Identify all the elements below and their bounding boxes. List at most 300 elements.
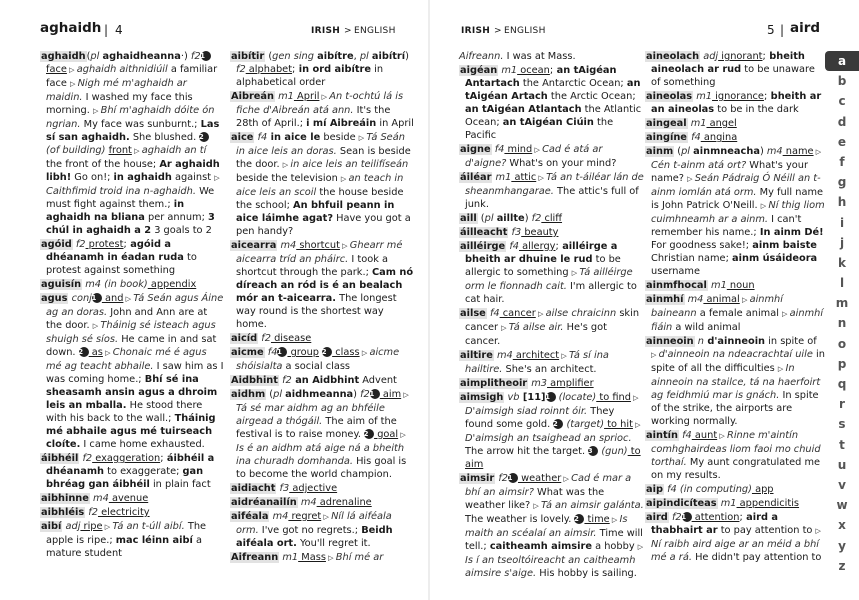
- tab-letter-u[interactable]: u: [837, 457, 847, 472]
- tab-letter-v[interactable]: v: [838, 477, 846, 492]
- dictionary-entry: [645, 335, 825, 428]
- dictionary-entry: [40, 506, 225, 519]
- example-triangle-icon: ▷: [69, 80, 78, 88]
- entry-phrase: in aghaidh: [113, 172, 172, 183]
- dictionary-entry: [230, 332, 415, 345]
- entry-italic-text: Tá an aimsir galánta.: [540, 500, 644, 511]
- entry-italic-text: Chonaic mé é agus mé ag teacht abhaile.: [46, 347, 207, 372]
- entry-italic-text: Tá Seán agus Áine ag an doras.: [46, 293, 224, 318]
- entry-italic-text: Caithfimid troid ina n-aghaidh.: [46, 186, 196, 197]
- entry-text: ;: [763, 91, 768, 102]
- entry-headword: aineolach: [646, 51, 700, 62]
- entry-italic-text: f2: [75, 239, 86, 250]
- example-triangle-icon: ▷: [717, 432, 728, 440]
- dictionary-entry: [40, 278, 225, 291]
- tab-letter-f[interactable]: f: [839, 154, 845, 169]
- entry-headword: aigéan: [460, 65, 498, 76]
- entry-text: in plain fact: [149, 479, 211, 490]
- entry-text: to protest against something: [46, 252, 197, 276]
- entry-italic-text: f2: [82, 453, 93, 464]
- entry-text: the Antarctic Ocean;: [519, 78, 627, 89]
- entry-italic-text: m3: [531, 378, 548, 389]
- example-triangle-icon: ▷: [777, 365, 786, 373]
- dictionary-entry: [459, 472, 644, 580]
- entry-headword: ailléirge: [460, 241, 506, 252]
- tab-letter-i[interactable]: i: [839, 215, 845, 230]
- example-triangle-icon: ▷: [358, 134, 367, 142]
- entry-translation: regret: [288, 511, 322, 522]
- entry-phrase: ailléirge a bheith ar dhuine le rud: [465, 241, 618, 265]
- entry-text: He's got cancer.: [465, 322, 607, 347]
- entry-italic-text: n: [697, 336, 704, 347]
- tab-letter-r[interactable]: r: [839, 397, 845, 412]
- entry-text: What was the weather like?: [465, 487, 605, 511]
- entry-translation: name: [782, 146, 814, 157]
- entry-text: I came home exhausted.: [80, 439, 205, 450]
- example-triangle-icon: ▷: [630, 394, 639, 402]
- entry-italic-text: Tá an t-áiléar lán de sheanmhangarae.: [465, 172, 644, 197]
- entry-italic-text: Is í an tseoltóireacht an caitheamh aimsire s'aige.: [465, 555, 636, 579]
- example-triangle-icon: ▷: [651, 351, 659, 359]
- entry-text: a social class: [282, 361, 351, 372]
- tab-letter-t[interactable]: t: [839, 437, 845, 452]
- entry-phrase: aibítre: [317, 51, 354, 62]
- entry-italic-text: Tá sí ina hailtire.: [465, 350, 609, 375]
- tab-letter-x[interactable]: x: [838, 518, 846, 533]
- entry-headword: áiléar: [460, 172, 492, 183]
- entry-text: in spite of: [765, 336, 817, 347]
- entry-italic-text: m1: [696, 91, 713, 102]
- entry-italic-text: In ainneoin na stailce, tá na haerfoirt ag feidhmiú mar is gnách.: [651, 363, 821, 401]
- entry-text: ): [405, 51, 409, 62]
- entry-headword: aimplitheoir: [460, 378, 528, 389]
- entry-phrase: ainm baiste: [752, 240, 817, 251]
- entry-italic-text: an teach in aice leis an scoil: [236, 173, 404, 198]
- entry-text: the house beside the school;: [236, 187, 404, 211]
- entry-phrase: ainm úsáideora: [732, 253, 818, 264]
- entry-translation: angina: [700, 132, 738, 143]
- entry-translation: mind: [504, 144, 533, 155]
- tab-letter-g[interactable]: g: [837, 175, 847, 190]
- entry-translation: aunt: [691, 430, 718, 441]
- entry-italic-text: (of building): [46, 145, 109, 156]
- entry-headword: aimsir: [460, 473, 495, 484]
- tab-letter-m[interactable]: m: [835, 296, 849, 311]
- entry-italic-text: gen sing: [272, 51, 318, 62]
- entry-text: ·): [180, 51, 191, 62]
- entry-headword: agóid: [41, 239, 72, 250]
- entry-italic-text: Tá ailléirge orm le fionnadh cait.: [465, 267, 633, 292]
- entry-headword: aidréanailín: [231, 497, 297, 508]
- entry-translation: to find: [596, 392, 631, 403]
- tab-letter-k[interactable]: k: [838, 255, 846, 270]
- entry-text: a familiar face: [46, 64, 218, 89]
- tab-letter-l[interactable]: l: [839, 276, 845, 291]
- entry-headword: agus: [41, 293, 68, 304]
- entry-translation: time: [584, 514, 610, 525]
- tab-letter-q[interactable]: q: [837, 377, 847, 391]
- entry-headword: aidiacht: [231, 483, 276, 494]
- entry-text: What's your name?: [651, 160, 808, 184]
- dictionary-entry: [230, 496, 415, 509]
- dictionary-entry: [230, 510, 415, 550]
- entry-text: He didn't pay attention to: [691, 552, 822, 563]
- sense-number-badge: 1: [682, 512, 692, 522]
- entry-text: John and Ann are at the door.: [46, 307, 208, 331]
- sense-number-badge: 3: [588, 446, 598, 456]
- entry-text: They found some gold.: [465, 406, 615, 430]
- entry-translation: April: [293, 91, 320, 102]
- entry-italic-text: m1: [278, 91, 294, 102]
- example-triangle-icon: ▷: [319, 93, 330, 101]
- entry-italic-text: vb: [507, 392, 520, 403]
- example-triangle-icon: ▷: [815, 527, 821, 535]
- dictionary-entry: [645, 429, 825, 482]
- example-triangle-icon: ▷: [102, 349, 113, 357]
- entry-translation: aim: [379, 389, 402, 400]
- entry-text: (: [265, 51, 273, 62]
- entry-text: a female animal: [696, 308, 783, 319]
- right-header: [431, 22, 859, 42]
- dictionary-entry: [40, 452, 225, 491]
- tab-letter-w[interactable]: w: [836, 498, 848, 513]
- entry-headword: ainm: [646, 146, 674, 157]
- example-triangle-icon: ▷: [535, 310, 546, 318]
- entry-italic-text: pl: [273, 389, 286, 400]
- dictionary-entry: [459, 377, 644, 390]
- entry-text: ,: [353, 51, 360, 62]
- entry-italic-text: pl: [359, 51, 372, 62]
- dictionary-entry: [459, 212, 644, 225]
- entry-italic-text: m1: [690, 118, 707, 129]
- entry-phrase: In ainm Dé!: [759, 227, 824, 238]
- entry-phrase: in ord aibítre: [295, 64, 371, 75]
- entry-phrase: Ar aghaidh libh!: [46, 159, 220, 183]
- dictionary-entry: [230, 482, 415, 495]
- entry-headword: áilleacht: [460, 227, 508, 238]
- entry-text: ;: [123, 239, 127, 250]
- entry-text: 3 goals to 2: [151, 225, 212, 236]
- dictionary-entry: [459, 226, 644, 239]
- sense-number-badge: 2: [553, 419, 563, 429]
- entry-text: ;: [549, 65, 554, 76]
- entry-italic-text: Ghearr mé aicearra tríd an pháirc.: [236, 240, 403, 265]
- entry-headword: aice: [231, 132, 254, 143]
- entry-italic-text: pl: [681, 146, 694, 157]
- entry-italic-text: f4: [489, 308, 500, 319]
- entry-text: to be in the dark: [714, 104, 799, 115]
- example-triangle-icon: ▷: [782, 310, 790, 318]
- right-column-1: [459, 50, 644, 581]
- entry-text: My aunt congratulated me on my results.: [651, 457, 821, 481]
- entry-text: I'm allergic to cat hair.: [465, 281, 637, 305]
- entry-italic-text: m1: [495, 172, 512, 183]
- entry-translation: beauty: [521, 227, 559, 238]
- left-lang-from: IRISH: [311, 26, 341, 36]
- alphabet-tab-index: [825, 51, 859, 576]
- tab-letter-j[interactable]: j: [839, 235, 845, 250]
- entry-italic-text: Ní raibh aird aige ar an méid a bhí mé a rá.: [651, 539, 819, 563]
- entry-translation: attic: [511, 172, 537, 183]
- entry-text: The weather is lovely.: [465, 514, 575, 525]
- entry-text: ): [353, 389, 361, 400]
- example-triangle-icon: ▷: [687, 175, 695, 183]
- entry-text: per annum;: [144, 212, 208, 223]
- tab-letter-n[interactable]: n: [837, 316, 847, 331]
- entry-headword: aip: [646, 484, 663, 495]
- entry-translation: ripe: [80, 521, 103, 532]
- entry-phrase: Las sí san aghaidh.: [46, 119, 220, 143]
- entry-text: The attic's full of junk.: [465, 186, 639, 210]
- right-lang-arrow: >: [494, 26, 502, 36]
- entry-phrase: An bhfuil peann in aice láimhe agat?: [236, 200, 395, 224]
- tab-letter-d[interactable]: d: [837, 114, 847, 129]
- entry-headword: aingeal: [646, 118, 687, 129]
- entry-translation: electricity: [97, 507, 150, 518]
- entry-italic-text: f4 (in computing): [667, 484, 752, 495]
- left-lang-arrow: >: [344, 26, 352, 36]
- entry-headword: aingíne: [646, 132, 687, 143]
- entry-text: What's on your mind?: [506, 158, 617, 169]
- entry-headword: aicme: [231, 347, 264, 358]
- entry-italic-text: m4: [687, 294, 704, 305]
- entry-text: ;: [160, 453, 164, 464]
- entry-text: in spite of all the difficulties: [651, 349, 825, 374]
- entry-translation: shortcut: [296, 240, 340, 251]
- entry-translation: disease: [270, 333, 312, 344]
- entry-translation: appendicitis: [736, 498, 800, 509]
- entry-text: against: [171, 172, 215, 183]
- entry-phrase: an Aidbhint: [291, 375, 360, 386]
- entry-text: to exaggerate;: [104, 466, 183, 477]
- entry-italic-text: adj: [703, 51, 719, 62]
- entry-italic-text: Níl lá aiféala orm.: [236, 511, 392, 536]
- entry-phrase: in aice le: [267, 132, 321, 143]
- example-triangle-icon: ▷: [359, 349, 370, 357]
- tab-letter-c[interactable]: c: [838, 94, 846, 109]
- entry-text: I can't remember his name.;: [651, 214, 802, 238]
- entry-translation: adjective: [289, 483, 338, 494]
- entry-translation: and: [101, 293, 124, 304]
- entry-headword: aigne: [460, 144, 491, 155]
- entry-italic-text: ailse chraicinn: [545, 308, 617, 319]
- tab-letter-s[interactable]: s: [838, 417, 846, 432]
- entry-italic-text: pl: [484, 213, 497, 224]
- entry-text: Advent: [359, 375, 397, 386]
- entry-text: Have you got a pen handy?: [236, 213, 411, 237]
- entry-phrase: bheith ar an aineolas: [651, 91, 822, 115]
- sense-number-badge: 1: [277, 347, 287, 357]
- entry-translation: to aim: [465, 446, 641, 470]
- entry-phrase: an tAigéan Atlantach: [465, 104, 582, 115]
- entry-text: to be allergic to something: [465, 254, 621, 278]
- example-triangle-icon: ▷: [123, 295, 134, 303]
- entry-text: He came in and sat down.: [46, 334, 217, 358]
- example-triangle-icon: ▷: [398, 431, 406, 439]
- entry-text: For goodness sake!;: [651, 240, 753, 251]
- entry-italic-text: aghaidh an tí: [141, 145, 207, 156]
- entry-phrase: áibhéil a dhéanamh: [46, 453, 215, 477]
- entry-translation: as: [88, 347, 103, 358]
- example-triangle-icon: ▷: [533, 502, 541, 510]
- tab-letter-b[interactable]: b: [837, 74, 847, 89]
- entry-italic-text: Tá ailse air.: [508, 322, 564, 333]
- entry-text: (: [266, 389, 274, 400]
- entry-text: I took a shortcut through the park.;: [236, 254, 388, 278]
- entry-italic-text: f2: [190, 51, 201, 62]
- entry-text: She blushed.: [129, 132, 200, 143]
- right-lang-to: ENGLISH: [504, 26, 546, 36]
- example-triangle-icon: ▷: [532, 146, 543, 154]
- example-triangle-icon: ▷: [760, 202, 769, 210]
- entry-phrase: d'ainneoin: [703, 336, 766, 347]
- left-header-sep: |: [104, 23, 109, 37]
- entry-italic-text: Cad é mar a bhí an aimsir?: [465, 473, 632, 498]
- example-triangle-icon: ▷: [813, 148, 822, 156]
- right-page: [431, 0, 859, 600]
- example-triangle-icon: ▷: [339, 242, 350, 250]
- entry-italic-text: f2: [498, 473, 509, 484]
- entry-translation: protest: [85, 239, 124, 250]
- dictionary-entry: [645, 511, 825, 564]
- entry-text: a mature student: [46, 535, 203, 559]
- entry-italic-text: Nigh mé m'aghaidh ar maidin.: [46, 78, 187, 103]
- entry-italic-text: (locate): [555, 392, 597, 403]
- entry-translation: weather: [518, 473, 562, 484]
- entry-text: ;: [555, 241, 559, 252]
- entry-headword: aineolas: [646, 91, 693, 102]
- entry-headword: áibhéil: [41, 453, 79, 464]
- sense-number-badge: 1: [546, 392, 556, 402]
- tab-letter-y[interactable]: y: [838, 538, 846, 553]
- dictionary-entry: [230, 50, 415, 89]
- tab-letter-p[interactable]: p: [837, 356, 847, 371]
- entry-phrase: an tAigéan Ciúin: [502, 117, 594, 128]
- entry-italic-text: pl: [90, 51, 103, 62]
- tab-letter-e[interactable]: e: [837, 134, 847, 149]
- example-triangle-icon: ▷: [501, 324, 509, 332]
- entry-text: His hobby is sailing.: [536, 568, 637, 579]
- entry-text: ;: [762, 51, 766, 62]
- sense-number-badge: 1: [201, 51, 211, 61]
- entry-italic-text: ainmhí baineann: [651, 294, 783, 319]
- entry-italic-text: f2: [261, 333, 271, 344]
- entry-text: Sean is beside the door.: [236, 146, 411, 170]
- entry-italic-text: Aifreann.: [459, 51, 504, 62]
- entry-italic-text: ainmhí fiáin: [651, 308, 824, 333]
- entry-italic-text: Is maith an scéalaí an aimsir.: [465, 514, 628, 539]
- entry-text: I was at Mass.: [503, 51, 576, 62]
- entry-translation: ignorance: [712, 91, 764, 102]
- example-triangle-icon: ▷: [66, 66, 77, 74]
- entry-headword: aibí: [41, 521, 62, 532]
- entry-text: skin cancer: [465, 308, 640, 333]
- dictionary-entry: [230, 131, 415, 238]
- entry-italic-text: m1: [501, 65, 518, 76]
- entry-headword: ainneoin: [646, 336, 694, 347]
- entry-italic-text: Is é an aidhm atá aige ná a bheith ina churadh domhanda.: [236, 443, 405, 467]
- entry-phrase: Bhí sé ina sheasamh ansin agus a dhroim leis an mballa.: [46, 374, 218, 411]
- entry-phrase: Beidh aiféala ort.: [236, 525, 393, 549]
- dictionary-entry: [230, 551, 415, 565]
- entry-translation: front: [108, 145, 132, 156]
- entry-italic-text: An t-ochtú lá is fiche d'Aibreán atá ann.: [236, 91, 404, 116]
- example-triangle-icon: ▷: [340, 175, 349, 183]
- entry-phrase: aillte: [496, 213, 525, 224]
- entry-italic-text: f2: [531, 213, 542, 224]
- entry-italic-text: m1: [720, 498, 737, 509]
- entry-headword: ailse: [460, 308, 486, 319]
- entry-text: I've got no regrets.;: [258, 525, 362, 536]
- entry-phrase: ainmneacha: [693, 146, 760, 157]
- entry-translation: app: [751, 484, 774, 495]
- entry-headword: aicearra: [231, 240, 277, 251]
- entry-italic-text: (target): [563, 419, 605, 430]
- right-lang-from: IRISH: [461, 26, 491, 36]
- entry-translation: Mass: [298, 552, 326, 563]
- tab-letter-o[interactable]: o: [837, 336, 847, 351]
- entry-text: in alphabetical order: [236, 64, 384, 88]
- entry-translation: group: [287, 347, 320, 358]
- entry-headword: aghaidh: [41, 51, 86, 62]
- dictionary-entry: [40, 292, 225, 451]
- example-triangle-icon: ▷: [92, 322, 101, 330]
- entry-italic-text: aicme shóisialta: [236, 347, 400, 372]
- entry-phrase: an tAigéan Artach: [465, 78, 641, 102]
- entry-phrase: Cam nó díreach an ród is é an bealach mór an t-aicearra.: [236, 267, 414, 304]
- entry-italic-text: aghaidh aithnidiúil: [76, 64, 168, 75]
- tab-letter-h[interactable]: h: [837, 195, 847, 210]
- entry-headword: aipindicíteas: [646, 498, 717, 509]
- entry-italic-text: f4: [267, 347, 278, 358]
- entry-text: the front of the house;: [46, 159, 160, 170]
- entry-headword: aill: [460, 213, 477, 224]
- entry-headword: aird: [646, 512, 668, 523]
- entry-italic-text: Ní thig liom cuimhneamh ar a ainm.: [651, 200, 825, 225]
- left-header: [0, 22, 428, 42]
- entry-text: The aim of the festival is to raise money.: [236, 416, 397, 440]
- entry-phrase: gan bhréag gan áibhéil: [46, 466, 204, 490]
- dictionary-entry: [459, 307, 644, 348]
- entry-headword: aguisín: [41, 279, 82, 290]
- entry-translation: alphabet: [245, 64, 293, 75]
- entry-translation: goal: [374, 429, 399, 440]
- left-guide-word: aghaidh: [40, 20, 102, 36]
- tab-letter-z[interactable]: z: [838, 558, 846, 573]
- dictionary-entry: [230, 90, 415, 130]
- tab-letter-a[interactable]: a: [825, 51, 859, 71]
- dictionary-entry: [645, 50, 825, 89]
- example-triangle-icon: ▷: [536, 174, 547, 182]
- sense-number-badge: 1: [370, 389, 380, 399]
- left-page-number: 4: [115, 23, 123, 37]
- left-page: [0, 0, 428, 600]
- entry-phrase: Tháinig mé abhaile agus mé tuirseach cloíte.: [46, 413, 216, 450]
- entry-headword: ainmhí: [646, 294, 684, 305]
- entry-phrase: in aghaidh na bliana: [46, 199, 185, 223]
- entry-headword: Aidbhint: [231, 375, 278, 386]
- entry-text: ): [759, 146, 767, 157]
- entry-italic-text: f2: [671, 512, 682, 523]
- entry-italic-text: m1: [282, 552, 299, 563]
- dictionary-entry: [645, 483, 825, 496]
- example-triangle-icon: ▷: [559, 352, 569, 360]
- entry-translation: class: [332, 347, 360, 358]
- entry-italic-text: m4: [766, 146, 783, 157]
- dictionary-entry: [645, 90, 825, 116]
- sense-number-badge: 1: [92, 293, 102, 303]
- entry-italic-text: f4: [691, 132, 701, 143]
